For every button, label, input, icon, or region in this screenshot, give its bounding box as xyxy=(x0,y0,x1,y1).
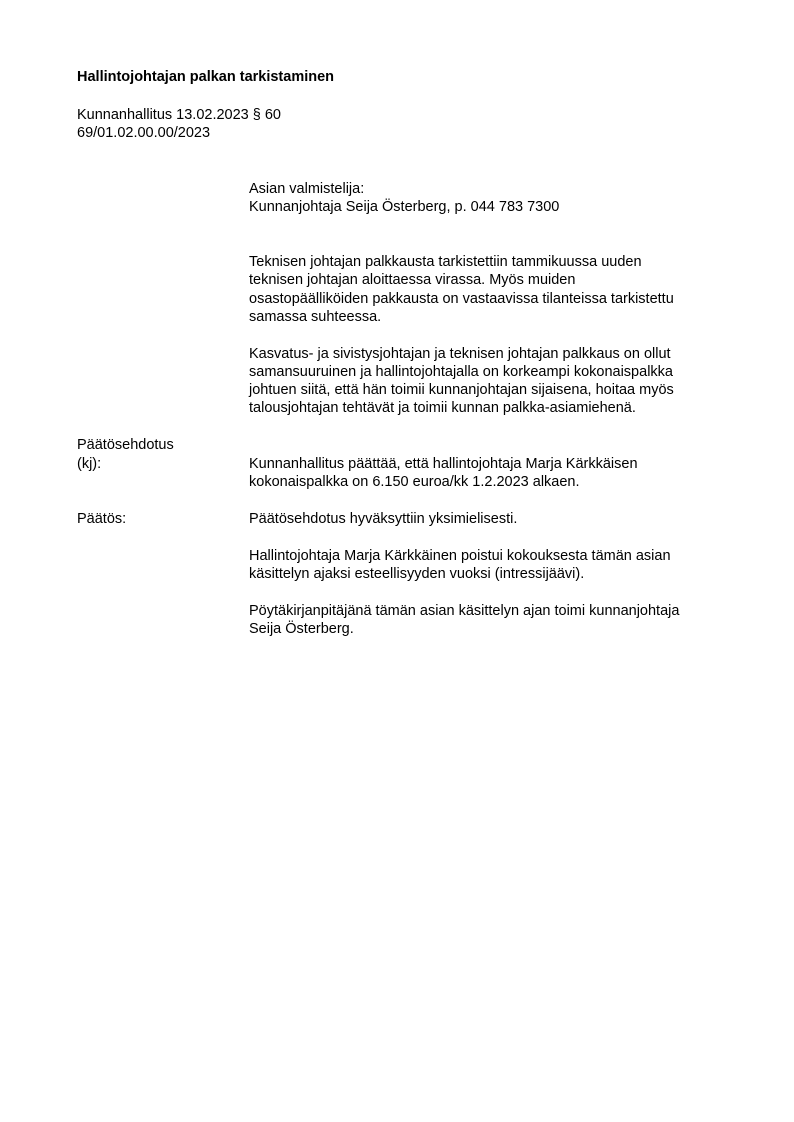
proposal-label-sub: (kj): xyxy=(77,456,102,472)
document-title: Hallintojohtajan palkan tarkistaminen xyxy=(77,69,335,85)
proposal-text: kokonaispalkka on 6.150 euroa/kk 1.2.2023 alkaen. xyxy=(249,474,580,490)
paragraph-line: Kasvatus- ja sivistysjohtajan ja teknisen johtajan palkkaus on ollut xyxy=(249,346,671,362)
paragraph-line: Hallintojohtaja Marja Kärkkäinen poistui kokouksesta tämän asian xyxy=(249,548,671,564)
paragraph-line: käsittelyn ajaksi esteellisyyden vuoksi (intressijäävi). xyxy=(249,566,585,582)
proposal-label: Päätösehdotus xyxy=(77,437,174,453)
paragraph-line: Teknisen johtajan palkkausta tarkistettiin tammikuussa uuden xyxy=(249,254,642,270)
decision-label: Päätös: xyxy=(77,511,127,527)
paragraph-line: talousjohtajan tehtävät ja toimii kunnan palkka-asiamiehenä. xyxy=(249,400,636,416)
paragraph-line: johtuen siitä, että hän toimii kunnanjohtajan sijaisena, hoitaa myös xyxy=(249,382,674,398)
decision-text: Päätösehdotus hyväksyttiin yksimielisesti. xyxy=(249,511,518,527)
paragraph-line: samansuuruinen ja hallintojohtajalla on korkeampi kokonaispalkka xyxy=(249,364,673,380)
paragraph-line: Pöytäkirjanpitäjänä tämän asian käsittelyn ajan toimi kunnanjohtaja xyxy=(249,603,680,619)
paragraph-line: teknisen johtajan aloittaessa virassa. Myös muiden xyxy=(249,272,576,288)
paragraph-line: Seija Österberg. xyxy=(249,621,354,637)
case-number: 69/01.02.00.00/2023 xyxy=(77,125,211,141)
preparer-label: Asian valmistelija: xyxy=(249,181,365,197)
proposal-text: Kunnanhallitus päättää, että hallintojohtaja Marja Kärkkäisen xyxy=(249,456,638,472)
paragraph-line: samassa suhteessa. xyxy=(249,309,382,325)
preparer-name: Kunnanjohtaja Seija Österberg, p. 044 783 7300 xyxy=(249,199,560,215)
meeting-reference: Kunnanhallitus 13.02.2023 § 60 xyxy=(77,107,281,123)
paragraph-line: osastopäälliköiden pakkausta on vastaavissa tilanteissa tarkistettu xyxy=(249,291,674,307)
